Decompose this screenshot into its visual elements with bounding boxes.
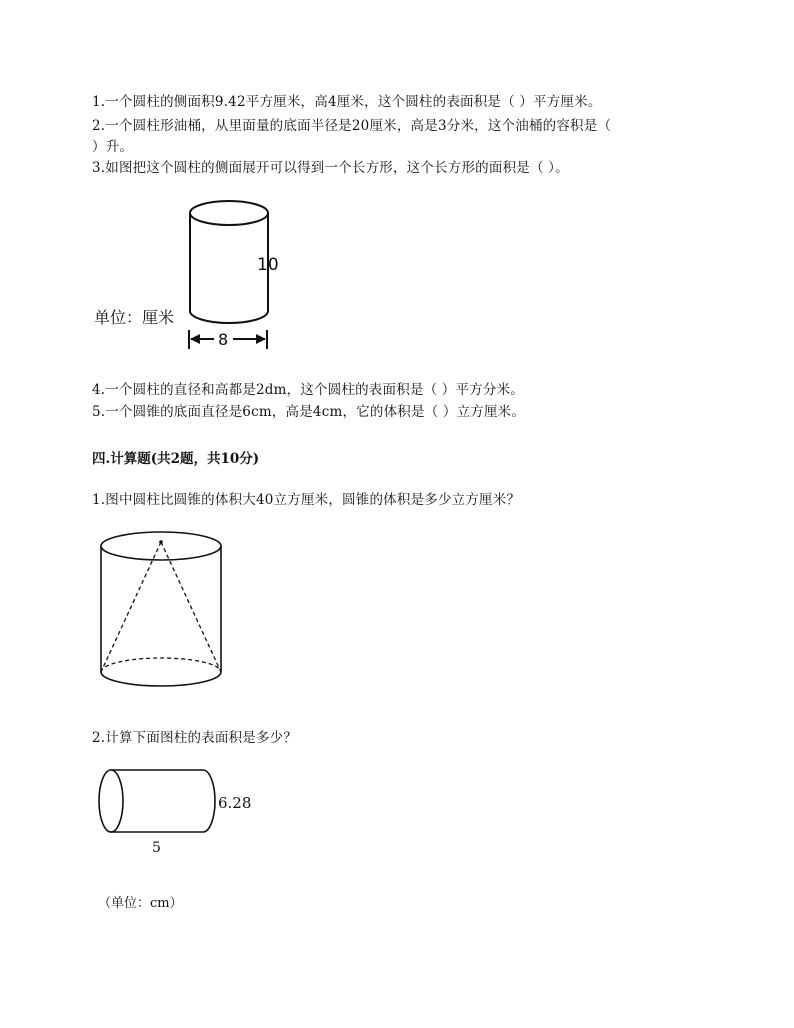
length-label: 5 bbox=[152, 840, 161, 856]
question-1: 1.一个圆柱的侧面积9.42平方厘米，高4厘米，这个圆柱的表面积是（ ）平方厘米。 bbox=[92, 94, 602, 110]
cylinder-figure-3 bbox=[95, 765, 265, 860]
cylinder-top-ellipse bbox=[101, 532, 221, 560]
question-3: 3.如图把这个圆柱的侧面展开可以得到一个长方形，这个长方形的面积是（ ）。 bbox=[92, 160, 569, 176]
cylinder-top-ellipse bbox=[190, 201, 268, 225]
cylinder-cone-figure bbox=[95, 528, 230, 693]
calc-question-2: 2.计算下面图柱的表面积是多少？ bbox=[92, 730, 298, 746]
cylinder-right-arc bbox=[203, 770, 215, 832]
cylinder-bottom-back-arc bbox=[101, 658, 221, 672]
section-heading: 四.计算题(共2题，共10分) bbox=[92, 451, 260, 467]
cylinder-figure-1 bbox=[88, 195, 298, 355]
height-label: 10 bbox=[257, 255, 279, 275]
cone-apex-point bbox=[159, 540, 163, 544]
cylinder-bottom-front-arc bbox=[101, 672, 221, 686]
cone-right-edge bbox=[161, 542, 221, 672]
diameter-label: 6.28 bbox=[218, 794, 252, 812]
question-4: 4.一个圆柱的直径和高都是2dm，这个圆柱的表面积是（ ）平方分米。 bbox=[92, 382, 525, 398]
calc-question-1: 1.图中圆柱比圆锥的体积大40立方厘米，圆锥的体积是多少立方厘米？ bbox=[92, 492, 521, 508]
dimension-arrow-left bbox=[190, 334, 200, 344]
cylinder-left-ellipse bbox=[99, 770, 123, 832]
unit-label: 单位：厘米 bbox=[94, 308, 175, 327]
question-5: 5.一个圆锥的底面直径是6cm，高是4cm，它的体积是（ ）立方厘米。 bbox=[92, 404, 526, 420]
dimension-arrow-right bbox=[256, 334, 266, 344]
unit-note: （单位：cm） bbox=[98, 896, 183, 911]
question-2-line-2: ）升。 bbox=[92, 139, 134, 155]
diameter-label: 8 bbox=[218, 330, 229, 349]
question-2-line-1: 2.一个圆柱形油桶，从里面量的底面半径是20厘米，高是3分米，这个油桶的容积是（ bbox=[92, 118, 612, 134]
cone-left-edge bbox=[101, 542, 161, 672]
cylinder-bottom-arc bbox=[190, 311, 268, 323]
